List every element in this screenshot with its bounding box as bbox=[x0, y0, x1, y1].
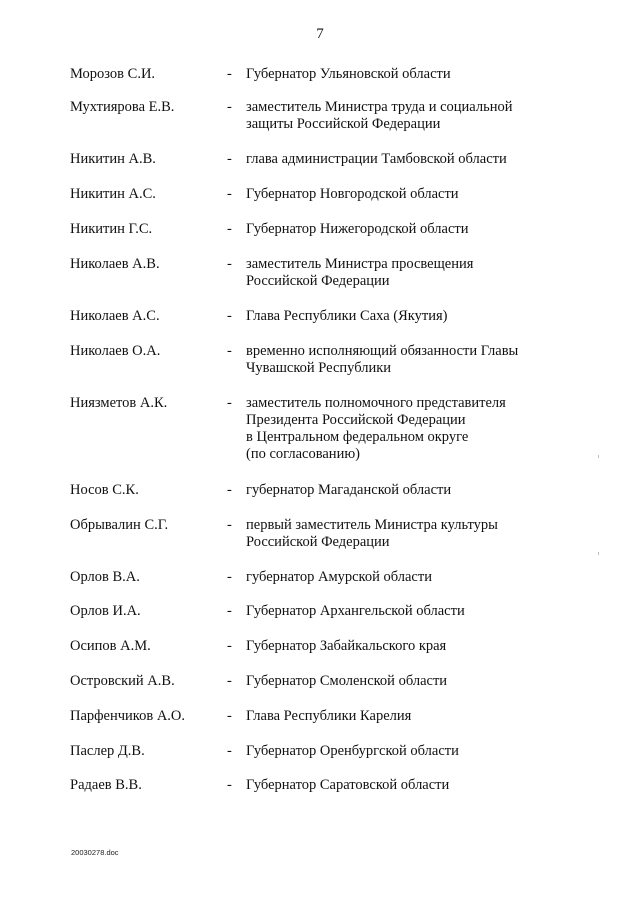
member-position bbox=[246, 603, 576, 620]
member-name: Мухтиярова Е.В. bbox=[70, 99, 175, 115]
separator-dash: - bbox=[227, 603, 232, 619]
member-name: Радаев В.В. bbox=[70, 777, 142, 793]
scan-speck bbox=[598, 455, 599, 458]
separator-dash: - bbox=[227, 308, 232, 324]
separator-dash: - bbox=[227, 221, 232, 237]
member-position bbox=[246, 308, 576, 325]
member-position bbox=[246, 482, 576, 499]
footer-filename: 20030278.doc bbox=[71, 848, 119, 857]
member-name: Орлов И.А. bbox=[70, 603, 141, 619]
member-name: Николаев А.В. bbox=[70, 256, 160, 272]
position-line: (по согласованию) bbox=[246, 446, 360, 462]
position-line: губернатор Магаданской области bbox=[246, 482, 452, 498]
member-name: Носов С.К. bbox=[70, 482, 139, 498]
separator-dash: - bbox=[227, 395, 232, 411]
position-line: в Центральном федеральном округе bbox=[246, 429, 469, 445]
page-number: 7 bbox=[316, 26, 324, 42]
member-position bbox=[246, 99, 576, 133]
member-name: Осипов А.М. bbox=[70, 638, 151, 654]
member-name: Николаев О.А. bbox=[70, 343, 161, 359]
position-line: защиты Российской Федерации bbox=[246, 116, 441, 132]
position-line: Президента Российской Федерации bbox=[246, 412, 466, 428]
separator-dash: - bbox=[227, 343, 232, 359]
member-position bbox=[246, 708, 576, 725]
separator-dash: - bbox=[227, 517, 232, 533]
member-name: Никитин А.В. bbox=[70, 151, 156, 167]
separator-dash: - bbox=[227, 569, 232, 585]
member-position bbox=[246, 638, 576, 655]
position-line: Российской Федерации bbox=[246, 273, 390, 289]
member-name: Орлов В.А. bbox=[70, 569, 140, 585]
position-line: Губернатор Новгородской области bbox=[246, 186, 459, 202]
separator-dash: - bbox=[227, 743, 232, 759]
scan-speck bbox=[598, 552, 599, 555]
position-line: Губернатор Архангельской области bbox=[246, 603, 465, 619]
position-line: Глава Республики Саха (Якутия) bbox=[246, 308, 448, 324]
separator-dash: - bbox=[227, 777, 232, 793]
member-name: Парфенчиков А.О. bbox=[70, 708, 186, 724]
position-line: Губернатор Ульяновской области bbox=[246, 66, 451, 82]
position-line: Губернатор Смоленской области bbox=[246, 673, 448, 689]
position-line: первый заместитель Министра культуры bbox=[246, 517, 498, 533]
member-name: Ниязметов А.К. bbox=[70, 395, 168, 411]
separator-dash: - bbox=[227, 99, 232, 115]
member-position bbox=[246, 186, 576, 203]
separator-dash: - bbox=[227, 66, 232, 82]
member-name: Обрывалин С.Г. bbox=[70, 517, 169, 533]
separator-dash: - bbox=[227, 256, 232, 272]
separator-dash: - bbox=[227, 708, 232, 724]
member-position bbox=[246, 66, 576, 83]
position-line: Российской Федерации bbox=[246, 534, 390, 550]
position-line: заместитель Министра просвещения bbox=[246, 256, 474, 272]
member-position bbox=[246, 569, 576, 586]
member-position bbox=[246, 517, 576, 551]
position-line: Глава Республики Карелия bbox=[246, 708, 412, 724]
position-line: заместитель Министра труда и социальной bbox=[246, 99, 513, 115]
position-line: временно исполняющий обязанности Главы bbox=[246, 343, 519, 359]
position-line: Губернатор Саратовской области bbox=[246, 777, 450, 793]
member-name: Николаев А.С. bbox=[70, 308, 160, 324]
member-name: Островский А.В. bbox=[70, 673, 175, 689]
member-position bbox=[246, 673, 576, 690]
member-position bbox=[246, 256, 576, 290]
separator-dash: - bbox=[227, 186, 232, 202]
separator-dash: - bbox=[227, 151, 232, 167]
member-position bbox=[246, 395, 576, 463]
member-name: Морозов С.И. bbox=[70, 66, 156, 82]
member-name: Никитин Г.С. bbox=[70, 221, 153, 237]
member-position bbox=[246, 221, 576, 238]
member-name: Паслер Д.В. bbox=[70, 743, 145, 759]
separator-dash: - bbox=[227, 638, 232, 654]
member-position bbox=[246, 343, 576, 377]
member-position bbox=[246, 743, 576, 760]
position-line: Губернатор Нижегородской области bbox=[246, 221, 469, 237]
member-name: Никитин А.С. bbox=[70, 186, 156, 202]
position-line: губернатор Амурской области bbox=[246, 569, 432, 585]
member-position bbox=[246, 777, 576, 794]
position-line: Губернатор Оренбургской области bbox=[246, 743, 459, 759]
position-line: глава администрации Тамбовской области bbox=[246, 151, 507, 167]
member-position bbox=[246, 151, 576, 168]
separator-dash: - bbox=[227, 482, 232, 498]
position-line: Чувашской Республики bbox=[246, 360, 392, 376]
position-line: заместитель полномочного представителя bbox=[246, 395, 506, 411]
separator-dash: - bbox=[227, 673, 232, 689]
position-line: Губернатор Забайкальского края bbox=[246, 638, 447, 654]
